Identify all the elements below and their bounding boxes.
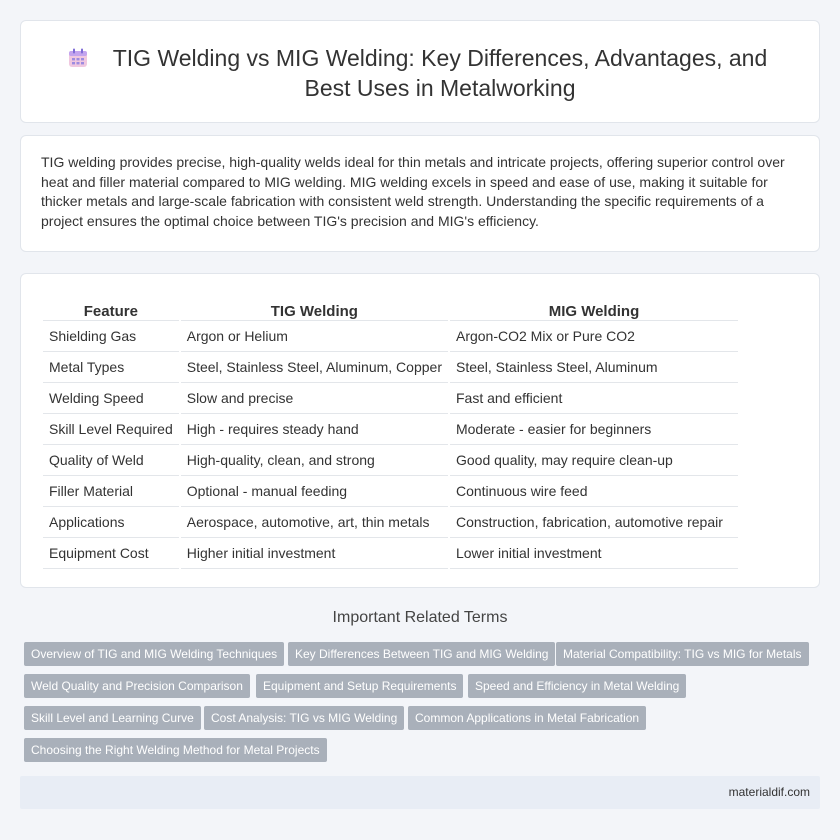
mig-cell: Construction, fabrication, automotive repair [449, 506, 738, 537]
intro-card [20, 135, 820, 252]
tig-cell: Optional - manual feeding [180, 475, 449, 506]
related-term-tag[interactable]: Key Differences Between TIG and MIG Welding [288, 642, 555, 666]
tig-cell: Argon or Helium [180, 320, 449, 351]
table-header-row [43, 296, 738, 320]
related-term-tag[interactable]: Cost Analysis: TIG vs MIG Welding [204, 706, 404, 730]
related-term-tag[interactable]: Material Compatibility: TIG vs MIG for Metals [556, 642, 809, 666]
tig-cell: High-quality, clean, and strong [180, 444, 449, 475]
table-row [43, 475, 738, 506]
table-row [43, 351, 738, 382]
related-term-tag[interactable]: Common Applications in Metal Fabrication [408, 706, 646, 730]
header-mig: MIG Welding [449, 296, 738, 320]
tig-cell: Steel, Stainless Steel, Aluminum, Copper [180, 351, 449, 382]
feature-cell: Quality of Weld [43, 444, 180, 475]
header-feature: Feature [43, 296, 180, 320]
feature-cell: Filler Material [43, 475, 180, 506]
tig-cell: Higher initial investment [180, 537, 449, 568]
page-title: TIG Welding vs MIG Welding: Key Differences, Advantages, and Best Uses in Metalworking [112, 45, 768, 101]
related-term-tag[interactable]: Equipment and Setup Requirements [256, 674, 463, 698]
tig-cell: Slow and precise [180, 382, 449, 413]
mig-cell: Continuous wire feed [449, 475, 738, 506]
mig-cell: Fast and efficient [449, 382, 738, 413]
footer-site-link[interactable]: materialdif.com [728, 785, 810, 799]
feature-cell: Welding Speed [43, 382, 180, 413]
related-term-tag[interactable]: Weld Quality and Precision Comparison [24, 674, 250, 698]
footer [20, 776, 820, 809]
table-row [43, 537, 738, 568]
mig-cell: Lower initial investment [449, 537, 738, 568]
table-row [43, 320, 738, 351]
mig-cell: Good quality, may require clean-up [449, 444, 738, 475]
feature-cell: Equipment Cost [43, 537, 180, 568]
mig-cell: Steel, Stainless Steel, Aluminum [449, 351, 738, 382]
table-row [43, 506, 738, 537]
feature-cell: Shielding Gas [43, 320, 180, 351]
related-term-tag[interactable]: Speed and Efficiency in Metal Welding [468, 674, 686, 698]
related-term-tag[interactable]: Skill Level and Learning Curve [24, 706, 201, 730]
table-row [43, 413, 738, 444]
title-card [20, 20, 820, 123]
related-term-tag[interactable]: Choosing the Right Welding Method for Metal Projects [24, 738, 327, 762]
tig-cell: Aerospace, automotive, art, thin metals [180, 506, 449, 537]
mig-cell: Moderate - easier for beginners [449, 413, 738, 444]
table-row [43, 444, 738, 475]
related-term-tag[interactable]: Overview of TIG and MIG Welding Techniques [24, 642, 284, 666]
mig-cell: Argon-CO2 Mix or Pure CO2 [449, 320, 738, 351]
comparison-card [20, 273, 820, 588]
feature-cell: Skill Level Required [43, 413, 180, 444]
comparison-table [43, 296, 738, 569]
related-terms-heading: Important Related Terms [332, 609, 508, 626]
header-tig: TIG Welding [180, 296, 449, 320]
intro-paragraph: TIG welding provides precise, high-quality welds ideal for thin metals and intricate projects, offering superior control over heat and filler material compared to MIG welding. MIG welding excels in speed and ease of use, making it suitable for thicker metals and large-scale fabrication with consistent weld strength. Understanding the specific requirements of a project ensures the optimal choice between TIG's precision and MIG's efficiency. [41, 154, 785, 229]
table-row [43, 382, 738, 413]
feature-cell: Metal Types [43, 351, 180, 382]
feature-cell: Applications [43, 506, 180, 537]
tig-cell: High - requires steady hand [180, 413, 449, 444]
